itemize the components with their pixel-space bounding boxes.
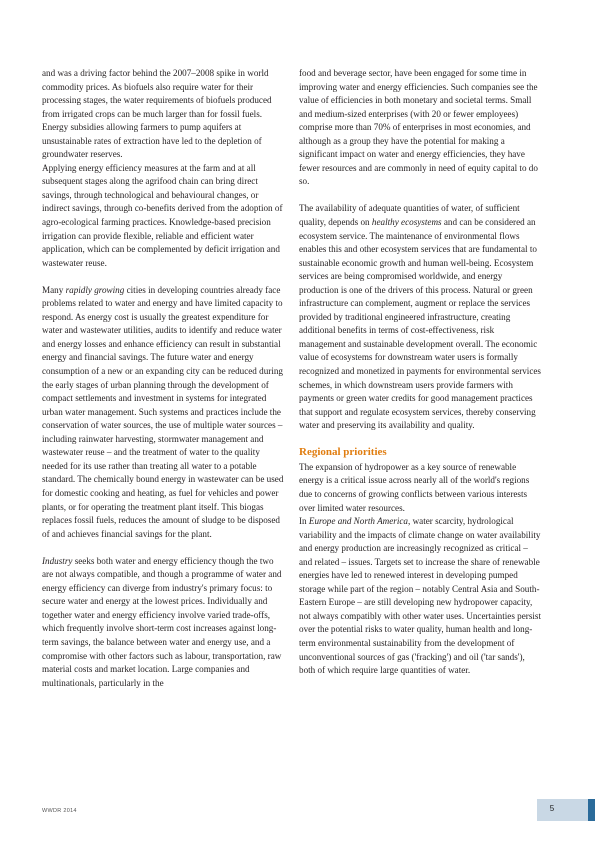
emphasis: Europe and North America <box>308 516 408 527</box>
paragraph <box>299 515 543 678</box>
text-run: , water scarcity, hydrological variability and the impacts of climate change on water availability and energy production are increasingly recognized as critical – and related – issues. Targets set to increase the share of renewable energies have led to renewed interest in developing pumped storage while part of the region – notably Central Asia and South-Eastern Europe – are still developing new hydropower capacity, not always compatibly with other water uses. Uncertainties persist over the potential risks to water quality, human health and long-term environmental sustainability from the development of unconventional sources of gas ('fracking') and oil ('tar sands'), both of which require large quantities of water. <box>299 516 542 676</box>
paragraph: The expansion of hydropower as a key source of renewable energy is a critical issue across nearly all of the world's regions due to concerns of growing conflicts between various interests over limited water resources. <box>299 461 530 513</box>
text-run: seeks both water and energy efficiency though the two are not always compatible, and though a programme of water and energy efficiency can diverge from industry's primary focus: to secure water and energy at the lowest prices. Individually and together water and energy efficiency involve varied trade-offs, which frequently involve short-term cost increases against long-term savings, the balance between water and energy use, and a compromise with other factors such as labour, transportation, raw material costs and market location. Large companies and multinationals, particularly in the <box>42 555 282 688</box>
paragraph <box>299 202 543 432</box>
left-column <box>42 67 284 690</box>
paragraph <box>42 284 284 541</box>
page-number: 5 <box>549 804 555 813</box>
paragraph: Applying energy efficiency measures at the farm and at all subsequent stages along the agrifood chain can bring direct savings, through technological and behavioural changes, or indirect savings, through co-benefits derived from the adoption of agro-ecological farming practices. Knowledge-based precision irrigation can provide flexible, reliable and efficient water application, which can be complemented by deficit irrigation and wastewater reuse. <box>42 162 283 268</box>
paragraph: and was a driving factor behind the 2007–2008 spike in world commodity prices. As biofuels also require water for their processing stages, the water requirements of biofuels produced from irrigated crops can be much larger than for fossil fuels. Energy subsidies allowing farmers to pump aquifers at unsustainable rates of extraction have led to the depletion of groundwater reserves. <box>42 68 272 160</box>
right-column <box>299 67 543 678</box>
footer-label: WWDR 2014 <box>42 808 77 814</box>
emphasis: Industry <box>42 555 73 566</box>
emphasis: healthy ecosystems <box>371 217 442 228</box>
text-run: The availability of adequate quantities of water, of sufficient quality, depends on <box>299 203 520 228</box>
paragraph <box>42 555 284 690</box>
text-run: and can be considered an ecosystem service. The maintenance of environmental flows enables this and other ecosystem services that are fundamental to sustainable economic growth and human well-being. Ecosystem services are being compromised worldwide, and energy production is one of the drivers of this process. Natural or green infrastructure can complement, augment or replace the services provided by traditional engineered infrastructure, creating additional benefits in terms of cost-effectiveness, risk management and sustainable development overall. The economic value of ecosystems for downstream water users is formally recognized and monetized in payments for environmental services schemes, in which downstream users provide farmers with payments or green water credits for good management practices that support and regulate ecosystem services, thereby conserving water and preserving its availability and quality. <box>299 217 541 431</box>
text-run: cities in developing countries already face problems related to water and energy and have limited capacity to respond. As energy cost is usually the greatest expenditure for water and wastewater utilities, audits to identify and reduce water and energy losses and enhance efficiency can result in substantial energy and financial savings. The future water and energy consumption of a new or an expanding city can be reduced during the early stages of urban planning through the development of compact settlements and investment in systems for integrated urban water management. Such systems and practices include the conservation of water sources, the use of multiple water sources – including rainwater harvesting, stormwater management and wastewater reuse – and the treatment of water to the quality needed for its use rather than treating all water to a potable standard. The chemically bound energy in wastewater can be used for domestic cooking and heating, as fuel for vehicles and power plants, or for operating the treatment plant itself. This biogas replaces fossil fuels, reduces the amount of sludge to be disposed of and achieves financial savings for the plant. <box>42 284 284 539</box>
emphasis: rapidly growing <box>65 284 125 295</box>
text-run: Many <box>42 284 66 295</box>
paragraph: food and beverage sector, have been engaged for some time in improving water and energy efficiencies. Such companies see the value of efficiencies in both monetary and societal terms. Small and medium-sized enterprises (with 20 or fewer employees) comprise more than 70% of enterprises in most economies, and although as a group they have the potential for making a significant impact on water and energy efficiencies, they have fewer resources and are commonly in need of equity capital to do so. <box>299 68 538 187</box>
edge-accent-bar <box>588 799 595 821</box>
text-run: In <box>299 516 309 527</box>
section-heading: Regional priorities <box>299 446 387 459</box>
page-number-box <box>537 799 588 821</box>
